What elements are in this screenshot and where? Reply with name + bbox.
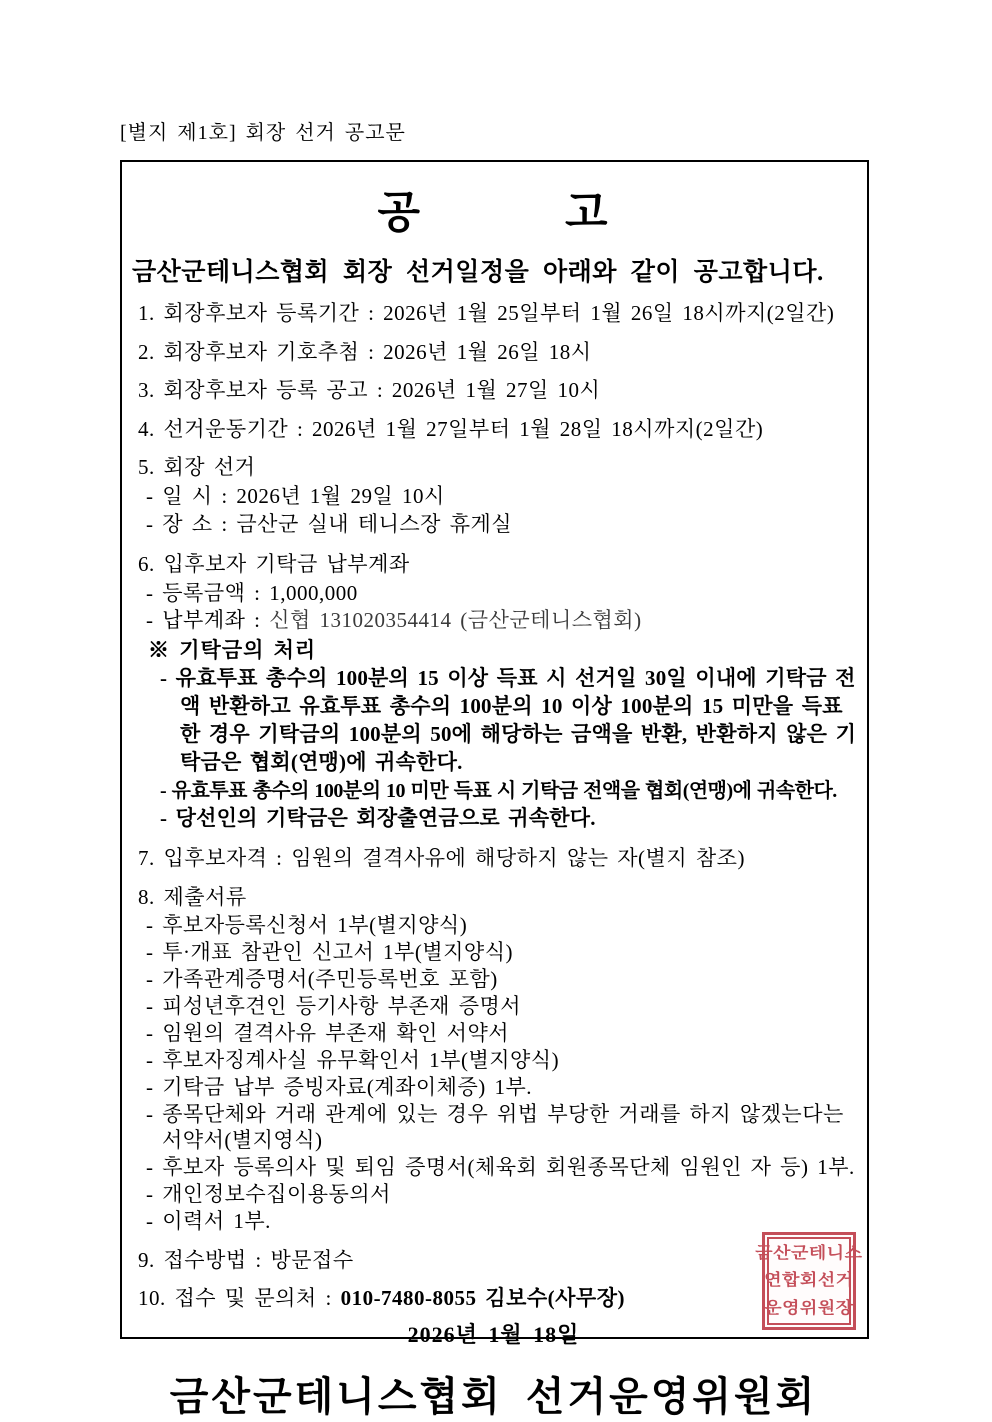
item-text: 회장 선거 xyxy=(163,455,256,480)
stamp-line-3: 운영위원장 xyxy=(764,1299,854,1317)
stamp-line-1: 금산군테니스 xyxy=(755,1245,863,1263)
item-number: 5. xyxy=(138,455,155,480)
doc-family-certificate: - 가족관계증명서(주민등록번호 포함) xyxy=(146,967,498,992)
item-text: 선거운동기간 : 2026년 1월 27일부터 1월 28일 18시까지(2일간) xyxy=(163,416,764,441)
deposit-amount: - 등록금액 : 1,000,000 xyxy=(146,580,358,605)
account-value: 신협 131020354414 (금산군테니스협회) xyxy=(269,608,642,633)
item-9-submission-method xyxy=(138,1248,857,1274)
item-number: 3. xyxy=(138,378,155,403)
official-stamp xyxy=(755,1232,863,1330)
item-3-registration-announcement xyxy=(138,378,857,404)
notice-intro: 금산군테니스협회 회장 선거일정을 아래와 같이 공고합니다. xyxy=(132,259,824,286)
deposit-account-number xyxy=(146,607,857,635)
committee-signature: 금산군테니스협회 선거운영위원회 xyxy=(169,1374,818,1420)
official-stamp-inner-border xyxy=(755,1237,863,1325)
item-text: 회장후보자 기호추첨 : 2026년 1월 26일 18시 xyxy=(163,339,592,364)
announcement-date: 2026년 1월 18일 xyxy=(407,1322,580,1348)
deposit-rule-refund: - 유효투표 총수의 100분의 15 이상 득표 시 선거일 30일 이내에 기탁금 전액 반환하고 유효투표 총수의 100분의 10 이상 100분의 15 미만을 득표한 경우 기탁금의 100분의 50에 해당하는 금액을 반환, 반환하지 않은 기탁금은 협회(연맹)에 귀속한다. xyxy=(160,665,857,774)
contact-phone: 010-7480-8055 김보수(사무장) xyxy=(340,1286,626,1311)
item-number: 1. xyxy=(138,301,155,325)
notice-border-box xyxy=(120,160,869,1420)
deposit-note-bullets xyxy=(146,665,857,833)
item-8-required-documents xyxy=(138,885,857,1235)
item-5-details xyxy=(146,483,857,539)
contact-label: 접수 및 문의처 : xyxy=(174,1286,341,1311)
item-10-contact xyxy=(138,1286,857,1312)
notice-title: 공 고 xyxy=(377,188,610,237)
item-6-deposit-account xyxy=(138,552,857,833)
item-text: 회장후보자 등록기간 : 2026년 1월 25일부터 1월 26일 18시까지(2일간) xyxy=(163,301,835,325)
item-number: 8. xyxy=(138,884,155,909)
item-text: 회장후보자 등록 공고 : 2026년 1월 27일 10시 xyxy=(163,378,601,403)
item-2-number-draw xyxy=(138,340,857,366)
doc-disciplinary-confirmation: - 후보자징계사실 유무확인서 1부(별지양식) xyxy=(146,1047,560,1072)
item-text: 입후보자격 : 임원의 결격사유에 해당하지 않는 자(별지 참조) xyxy=(163,846,745,871)
doc-disqualification-pledge: - 임원의 결격사유 부존재 확인 서약서 xyxy=(146,1020,510,1045)
item-text: 접수방법 : 방문접수 xyxy=(163,1247,354,1272)
doc-deposit-proof: - 기탁금 납부 증빙자료(계좌이체증) 1부. xyxy=(146,1074,533,1099)
item-4-campaign-period xyxy=(138,417,857,443)
doc-observer-report: - 투·개표 참관인 신고서 1부(별지양식) xyxy=(146,940,513,965)
item-6-details xyxy=(146,580,857,636)
doc-fair-trade-pledge: - 종목단체와 거래 관계에 있는 경우 위법 부당한 거래를 하지 않겠는다는 서약서(별지영식) xyxy=(146,1101,844,1153)
item-number: 10. xyxy=(138,1286,166,1311)
item-number: 7. xyxy=(138,846,155,871)
deposit-rule-winner: - 당선인의 기탁금은 회장출연금으로 귀속한다. xyxy=(160,806,596,831)
item-text: 제출서류 xyxy=(163,884,247,909)
item-8-document-list xyxy=(146,912,857,1235)
doc-resume: - 이력서 1부. xyxy=(146,1209,271,1233)
item-number: 2. xyxy=(138,339,155,364)
item-1-registration-period xyxy=(138,301,857,327)
item-text: 입후보자 기탁금 납부계좌 xyxy=(163,551,410,576)
doc-guardianship-certificate: - 피성년후견인 등기사항 부존재 증명서 xyxy=(146,994,522,1018)
item-number: 9. xyxy=(138,1247,155,1272)
doc-resignation-certificate: - 후보자 등록의사 및 퇴임 증명서(체육회 회원종목단체 임원인 자 등) 1부. xyxy=(146,1155,855,1180)
notice-item-list xyxy=(138,301,857,1312)
account-label: - 납부계좌 : xyxy=(146,608,270,633)
election-datetime: - 일 시 : 2026년 1월 29일 10시 xyxy=(146,484,445,509)
deposit-rule-forfeit: - 유효투표 총수의 100분의 10 미만 득표 시 기탁금 전액을 협회(연맹)에 귀속한다. xyxy=(160,779,837,802)
stamp-line-2: 연합회선거 xyxy=(764,1272,854,1290)
attachment-label: [별지 제1호] 회장 선거 공고문 xyxy=(120,122,406,144)
doc-registration-form: - 후보자등록신청서 1부(별지양식) xyxy=(146,913,468,938)
item-7-eligibility xyxy=(138,846,857,872)
item-number: 4. xyxy=(138,416,155,441)
item-number: 6. xyxy=(138,551,155,576)
doc-privacy-consent: - 개인정보수집이용동의서 xyxy=(146,1182,391,1207)
item-5-election xyxy=(138,455,857,538)
election-location: - 장 소 : 금산군 실내 테니스장 휴게실 xyxy=(146,511,513,536)
deposit-note-heading: ※ 기탁금의 처리 xyxy=(148,638,317,663)
